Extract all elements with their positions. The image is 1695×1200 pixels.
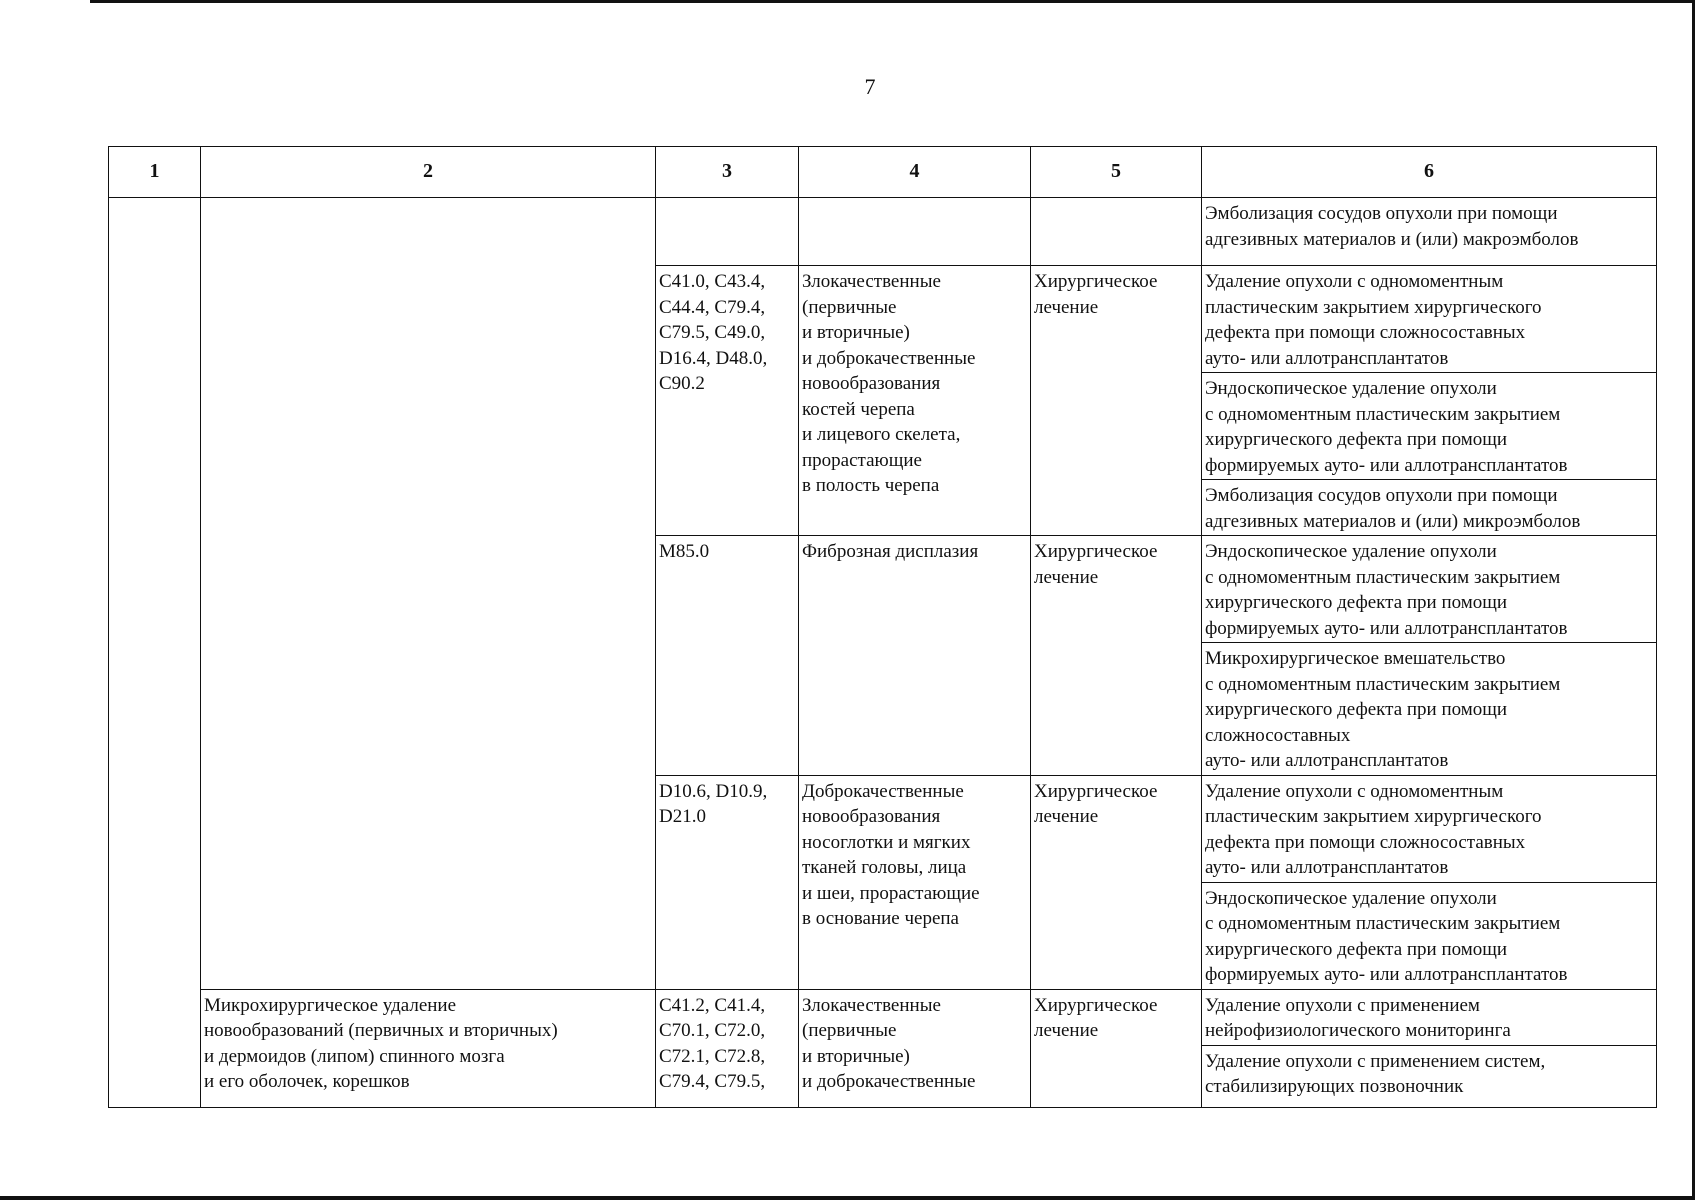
method-item: Эндоскопическое удаление опухоли с одномоментным пластическим закрытием хирургического дефекта при помощи формируемых ауто- или аллотрансплантатов	[1202, 373, 1656, 480]
header-col-3: 3	[656, 147, 799, 198]
cell-diagnosis: Злокачественные (первичные и вторичные) и доброкачественные	[799, 989, 1031, 1107]
cell-methods	[1202, 536, 1657, 776]
method-item: Удаление опухоли с применением систем, стабилизирующих позвоночник	[1205, 1050, 1546, 1097]
method-item: Удаление опухоли с применением нейрофизиологического мониторинга	[1202, 990, 1656, 1046]
header-col-6: 6	[1202, 147, 1657, 198]
cell-row-number	[109, 198, 201, 1108]
scan-border-top	[90, 0, 1695, 3]
cell-treatment: Хирургическое лечение	[1031, 536, 1202, 776]
cell-treatment: Хирургическое лечение	[1031, 266, 1202, 536]
header-col-2: 2	[201, 147, 656, 198]
cell-diagnosis: Фиброзная дисплазия	[799, 536, 1031, 776]
header-col-1: 1	[109, 147, 201, 198]
method-item: Эмболизация сосудов опухоли при помощи адгезивных материалов и (или) микроэмболов	[1205, 485, 1581, 532]
page-number: 7	[864, 74, 876, 99]
method-item: Эмболизация сосудов опухоли при помощи адгезивных материалов и (или) макроэмболов	[1205, 203, 1579, 250]
header-row	[109, 147, 1657, 198]
cell-codes	[656, 198, 799, 266]
header-col-4: 4	[799, 147, 1031, 198]
cell-codes: C41.0, C43.4, C44.4, C79.4, C79.5, C49.0, D16.4, D48.0, C90.2	[656, 266, 799, 536]
cell-methods	[1202, 989, 1657, 1107]
cell-codes: C41.2, C41.4, C70.1, C72.0, C72.1, C72.8, C79.4, C79.5,	[656, 989, 799, 1107]
method-item: Эндоскопическое удаление опухоли с одномоментным пластическим закрытием хирургического дефекта при помощи формируемых ауто- или аллотрансплантатов	[1205, 887, 1568, 985]
scan-border-bottom	[0, 1196, 1695, 1200]
cell-codes: D10.6, D10.9, D21.0	[656, 775, 799, 989]
cell-codes: M85.0	[656, 536, 799, 776]
method-item: Удаление опухоли с одномоментным пластическим закрытием хирургического дефекта при помощи сложносоставных ауто- или аллотрансплантатов	[1202, 266, 1656, 373]
method-item: Удаление опухоли с одномоментным пластическим закрытием хирургического дефекта при помощи сложносоставных ауто- или аллотрансплантатов	[1202, 776, 1656, 883]
cell-methods	[1202, 266, 1657, 536]
cell-treatment: Хирургическое лечение	[1031, 989, 1202, 1107]
table-row	[109, 989, 1657, 1107]
cell-methods	[1202, 775, 1657, 989]
cell-treatment	[1031, 198, 1202, 266]
cell-treatment: Хирургическое лечение	[1031, 775, 1202, 989]
cell-diagnosis: Злокачественные (первичные и вторичные) и доброкачественные новообразования костей черепа и лицевого скелета, прорастающие в полость черепа	[799, 266, 1031, 536]
cell-procedure	[201, 198, 656, 990]
cell-procedure: Микрохирургическое удаление новообразований (первичных и вторичных) и дермоидов (липом) спинного мозга и его оболочек, корешков	[201, 989, 656, 1107]
method-item: Эндоскопическое удаление опухоли с одномоментным пластическим закрытием хирургического дефекта при помощи формируемых ауто- или аллотрансплантатов	[1202, 536, 1656, 643]
cell-diagnosis: Доброкачественные новообразования носоглотки и мягких тканей головы, лица и шеи, прорастающие в основание черепа	[799, 775, 1031, 989]
medical-care-table	[108, 146, 1657, 1108]
cell-diagnosis	[799, 198, 1031, 266]
table-row	[109, 198, 1657, 266]
method-item: Микрохирургическое вмешательство с одномоментным пластическим закрытием хирургического дефекта при помощи сложносоставных ауто- или аллотрансплантатов	[1205, 648, 1561, 771]
header-col-5: 5	[1031, 147, 1202, 198]
cell-methods	[1202, 198, 1657, 266]
